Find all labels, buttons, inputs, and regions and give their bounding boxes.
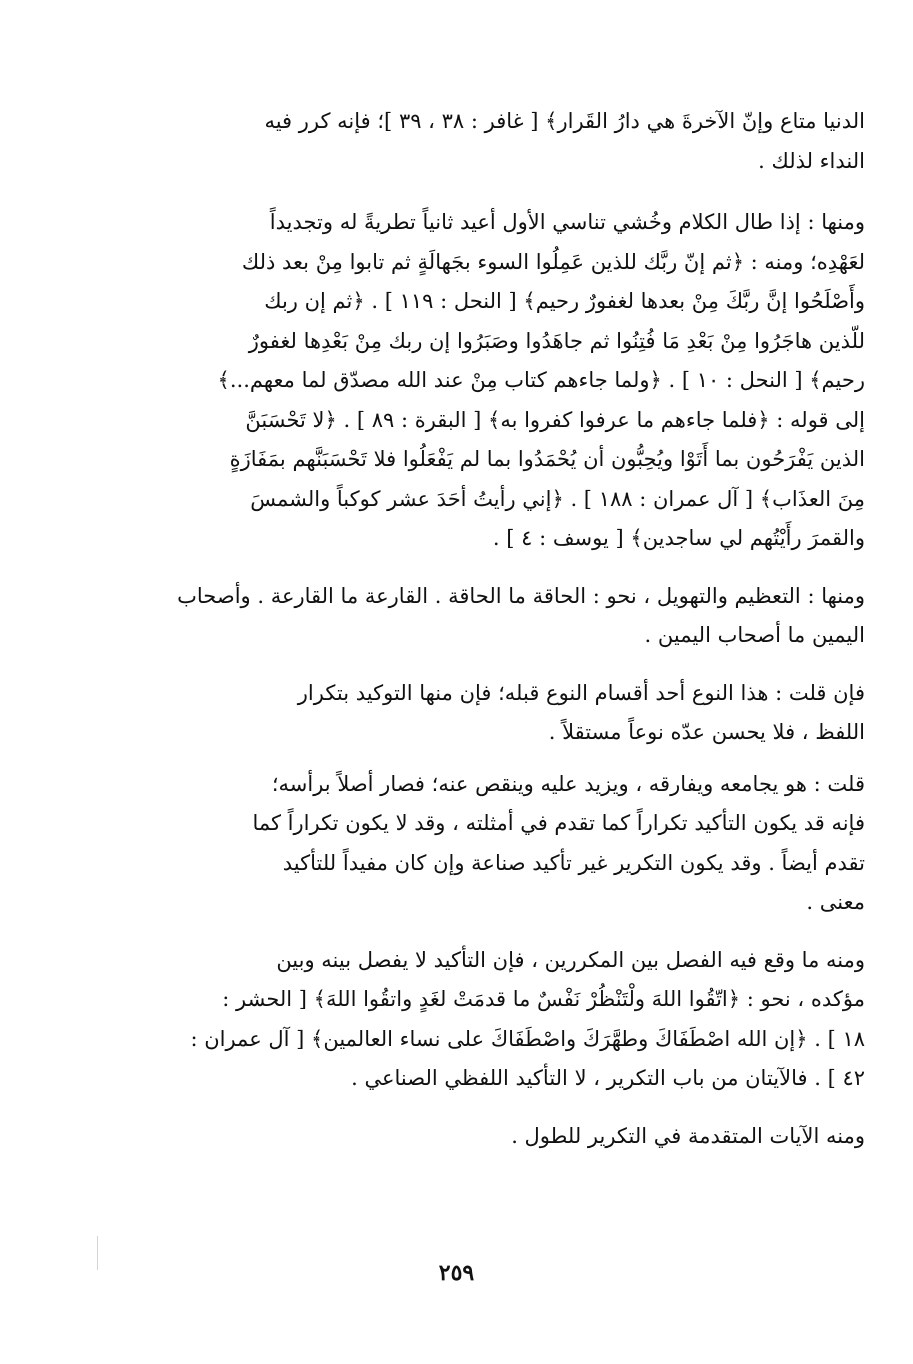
body-text bbox=[40, 102, 865, 1156]
paragraph-continuation: الدنيا متاع وإنّ الآخرةَ هي دارُ القَرار﴾ [ غافر : ٣٨ ، ٣٩ ]؛ فإنه كرر فيه النداء لذلك . bbox=[264, 109, 865, 173]
paragraph-objection: فإن قلت : هذا النوع أحد أقسام النوع قبله؛ فإن منها التوكيد بتكرار اللفظ ، فلا يحسن عدّه نوعاً مستقلاً . bbox=[297, 680, 865, 744]
paragraph-closing: ومنه الآيات المتقدمة في التكرير للطول . bbox=[511, 1123, 865, 1148]
paragraph-reply: قلت : هو يجامعه ويفارقه ، ويزيد عليه وينقص عنه؛ فصار أصلاً برأسه؛ فإنه قد يكون التأكيد تكراراً كما تقدم في أمثلته ، وقد لا يكون تكراراً كما تقدم أيضاً . وقد يكون التكرير غير تأكيد صناعة وإن كان مفيداً للتأكيد معنى . bbox=[252, 771, 865, 914]
page-number: ٢٥٩ bbox=[438, 1260, 475, 1286]
scan-edge-line bbox=[97, 1236, 98, 1270]
paragraph-renewal: ومنها : إذا طال الكلام وخُشي تناسي الأول أعيد ثانياً تطريةً له وتجديداً لعَهْدِه؛ ومنه : ﴿ثم إنّ ربَّك للذين عَمِلُوا السوء بجَهالَةٍ ثم تابوا مِنْ بعد ذلك وأَصْلَحُوا إنَّ ربَّكَ مِنْ بعدها لغفورٌ رحيم﴾ [ النحل : ١١٩ ] . ﴿ثم إن ربك للّذين هاجَرُوا مِنْ بَعْدِ مَا فُتِنُوا ثم جاهَدُوا وصَبَرُوا إن ربك مِنْ بَعْدِها لغفورٌ رحيم﴾ [ النحل : ١٠ ] . ﴿ولما جاءهم كتاب مِنْ عند الله مصدّق لما معهم...﴾ إلى قوله : ﴿فلما جاءهم ما عرفوا كفروا به﴾ [ البقرة : ٨٩ ] . ﴿لا تَحْسَبَنَّ الذين يَفْرَحُون بما أَتَوْا ويُحِبُّون أن يُحْمَدُوا بما لم يَفْعَلُوا فلا تَحْسَبَنَّهم بمَفَازَةٍ مِنَ العذَاب﴾ [ آل عمران : ١٨٨ ] . ﴿إني رأيتُ أحَدَ عشر كوكباً والشمسَ والقمرَ رأَيْتُهم لي ساجدين﴾ [ يوسف : ٤ ] . bbox=[217, 210, 865, 550]
paragraph-separation: ومنه ما وقع فيه الفصل بين المكررين ، فإن التأكيد لا يفصل بينه وبين مؤكده ، نحو : ﴿اتّقُوا اللهَ ولْتَنْظُرْ نَفْسٌ ما قدمَتْ لغَدٍ واتقُوا اللهَ﴾ [ الحشر : ١٨ ] . ﴿إن الله اصْطَفَاكَ وطهَّرَكَ واصْطَفَاكَ على نساء العالمين﴾ [ آل عمران : ٤٢ ] . فالآيتان من باب التكرير ، لا التأكيد اللفظي الصناعي . bbox=[190, 947, 865, 1090]
paragraph-magnification: ومنها : التعظيم والتهويل ، نحو : الحاقة ما الحاقة . القارعة ما القارعة . وأصحاب اليمين ما أصحاب اليمين . bbox=[177, 583, 865, 647]
